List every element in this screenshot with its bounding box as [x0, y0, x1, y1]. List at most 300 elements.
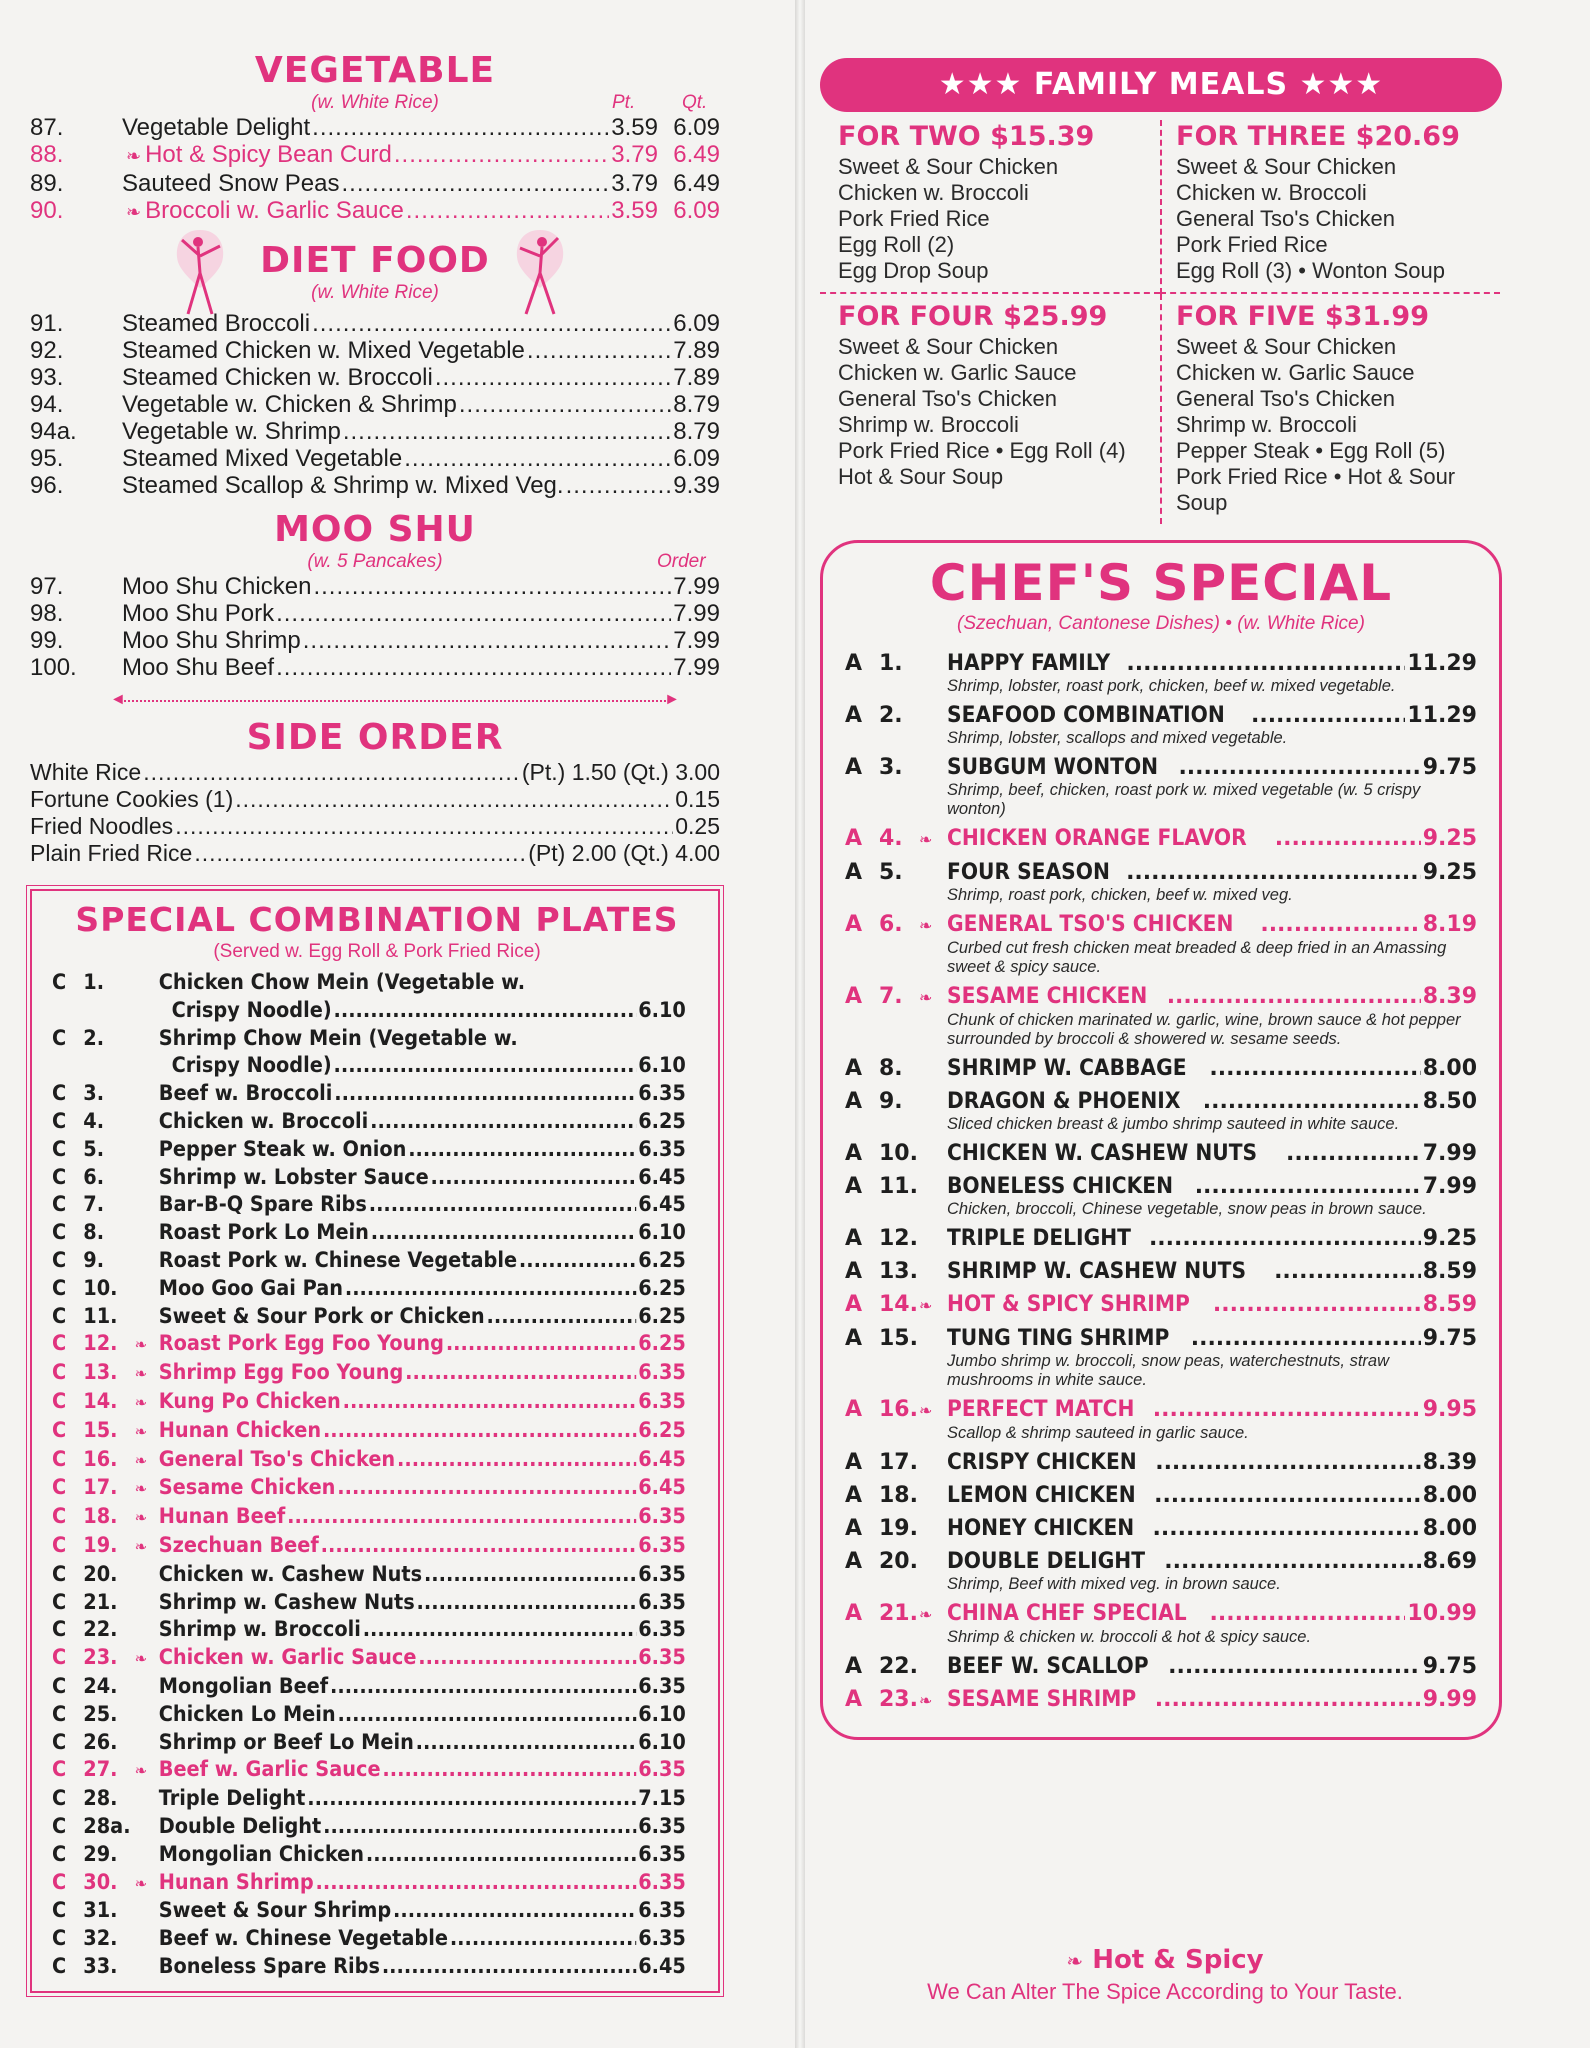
item-price: 6.10 — [638, 1701, 686, 1726]
dot-leader — [343, 1388, 637, 1416]
dot-leader — [416, 1729, 637, 1757]
item-name: BONELESS CHICKEN — [947, 1174, 1174, 1199]
chef-special-item — [845, 1226, 1477, 1252]
item-name: DOUBLE DELIGHT — [947, 1549, 1146, 1574]
item-prefix: A — [845, 1292, 863, 1317]
item-price: 7.99 — [673, 654, 720, 681]
item-price: 8.79 — [673, 391, 720, 418]
item-name: Moo Shu Pork — [122, 600, 275, 627]
diet-food-section — [30, 240, 720, 304]
item-prefix: C — [52, 970, 67, 994]
combination-item — [52, 1330, 686, 1359]
dot-leader — [175, 813, 673, 840]
item-prefix: C — [52, 1813, 67, 1838]
item-price: 6.35 — [638, 1869, 686, 1894]
dot-leader — [369, 1191, 637, 1219]
item-name: Moo Shu Chicken — [122, 573, 312, 600]
item-number: 87. — [30, 114, 64, 141]
dot-leader — [1126, 860, 1421, 886]
side-item — [30, 813, 720, 840]
combination-item — [52, 1303, 686, 1331]
item-prefix: C — [52, 1926, 67, 1951]
family-meal-item: Egg Drop Soup — [838, 258, 989, 283]
dot-leader — [406, 197, 609, 224]
menu-item — [30, 364, 720, 391]
item-number: 27. — [83, 1757, 118, 1782]
family-meal-item: General Tso's Chicken — [1176, 206, 1396, 231]
item-name: Shrimp w. Lobster Sauce — [158, 1164, 429, 1189]
combination-item — [52, 1729, 686, 1757]
item-price: 8.00 — [1422, 1516, 1477, 1541]
family-meal-heading: FOR THREE $20.69 — [1176, 121, 1460, 152]
chef-special-line — [845, 984, 1477, 1011]
item-number: 99. — [30, 627, 64, 654]
item-name: Shrimp or Beef Lo Mein — [158, 1729, 414, 1754]
item-name: Sesame Chicken — [158, 1475, 336, 1500]
item-number: 93. — [30, 364, 64, 391]
item-price: 8.59 — [1422, 1259, 1477, 1284]
item-description: Curbed cut fresh chicken meat breaded & deep fried in an Amassing sweet & spicy sauce. — [947, 939, 1447, 976]
item-description: Sliced chicken breast & jumbo shrimp sauteed in white sauce. — [947, 1115, 1400, 1133]
item-name: CHICKEN W. CASHEW NUTS — [947, 1141, 1258, 1166]
item-name: Shrimp w. Cashew Nuts — [158, 1589, 415, 1614]
family-meal-item: Pepper Steak • Egg Roll (5) — [1176, 438, 1446, 463]
side-item — [30, 840, 720, 867]
item-price: 6.35 — [638, 1589, 686, 1614]
dot-leader — [527, 337, 671, 364]
quart-header: Qt. — [682, 92, 708, 113]
hot-pepper-icon: ❧ — [126, 202, 142, 222]
item-prefix: C — [52, 1729, 67, 1754]
item-number: 18. — [879, 1483, 918, 1508]
item-name: Beef w. Garlic Sauce — [158, 1757, 381, 1782]
item-description: Chicken, broccoli, Chinese vegetable, snow peas in brown sauce. — [947, 1200, 1427, 1218]
item-name: Pepper Steak w. Onion — [158, 1136, 407, 1161]
item-name — [122, 197, 404, 226]
item-price: 6.10 — [638, 1053, 686, 1078]
diet-food-subtitle: (w. White Rice) — [311, 282, 439, 303]
right-column — [820, 58, 1510, 1740]
item-price: 6.45 — [638, 1446, 686, 1471]
dot-leader — [313, 573, 671, 600]
combination-item — [52, 1247, 686, 1275]
item-prefix: A — [845, 1687, 863, 1712]
item-name: Triple Delight — [158, 1786, 306, 1811]
item-name: Moo Shu Beef — [122, 654, 275, 681]
item-name — [122, 114, 310, 141]
dot-leader — [450, 1925, 637, 1953]
item-number: 94. — [30, 391, 64, 418]
item-prefix: C — [52, 1645, 67, 1670]
combination-item — [52, 969, 686, 997]
hot-pepper-icon: ❧ — [919, 830, 933, 849]
item-name: Steamed Mixed Vegetable — [122, 445, 403, 472]
item-price: 6.25 — [638, 1331, 686, 1356]
family-meal-item: Chicken w. Garlic Sauce — [838, 360, 1077, 385]
item-price: 6.25 — [638, 1417, 686, 1442]
item-name: Kung Po Chicken — [158, 1388, 341, 1413]
item-price: 6.35 — [638, 1617, 686, 1642]
item-price: 9.95 — [1422, 1397, 1477, 1422]
item-number: 1. — [83, 970, 105, 994]
item-number: 18. — [83, 1504, 118, 1529]
item-name: SEAFOOD COMBINATION — [947, 703, 1225, 728]
chef-special-line — [845, 1654, 1477, 1680]
item-prefix: C — [52, 1504, 67, 1529]
item-price: 6.35 — [638, 1898, 686, 1923]
order-header: Order — [657, 551, 706, 572]
item-price: 6.35 — [638, 1081, 686, 1106]
family-meals-grid — [820, 120, 1510, 524]
pint-price: 3.59 — [611, 114, 658, 141]
item-name: Chicken w. Broccoli — [158, 1108, 369, 1133]
item-price: 7.99 — [1422, 1141, 1477, 1166]
hot-pepper-icon: ❧ — [134, 1364, 148, 1384]
item-price: 7.99 — [673, 627, 720, 654]
item-name: Beef w. Chinese Vegetable — [158, 1926, 448, 1951]
combination-item — [52, 1701, 686, 1729]
item-number: 29. — [83, 1841, 118, 1866]
item-prefix: C — [52, 1701, 67, 1726]
dot-leader — [337, 1474, 636, 1502]
combination-item — [52, 1417, 686, 1446]
hot-pepper-icon: ❧ — [919, 988, 933, 1007]
diet-food-title: DIET FOOD — [260, 240, 490, 281]
item-price: 9.99 — [1422, 1687, 1477, 1712]
item-name: Vegetable w. Chicken & Shrimp — [122, 391, 457, 418]
item-prefix: A — [845, 1397, 863, 1422]
chef-special-item — [845, 1326, 1477, 1390]
family-meal-item: Sweet & Sour Chicken — [838, 154, 1059, 179]
family-meal-item: Pork Fried Rice • Egg Roll (4) — [838, 438, 1126, 463]
item-number: 32. — [83, 1926, 118, 1951]
item-number: 19. — [83, 1532, 118, 1557]
item-description: Shrimp & chicken w. broccoli & hot & spicy sauce. — [947, 1628, 1312, 1646]
item-name: Mongolian Beef — [158, 1673, 329, 1698]
item-prefix: C — [52, 1247, 67, 1272]
chef-special-item — [845, 1483, 1477, 1509]
item-number: 17. — [879, 1450, 918, 1475]
family-meal-heading: FOR FOUR $25.99 — [838, 301, 1108, 332]
special-combination-box — [30, 889, 720, 1993]
item-number: 2. — [83, 1025, 105, 1050]
dot-leader — [1191, 1326, 1421, 1352]
item-number: 10. — [83, 1275, 118, 1300]
family-meal — [820, 120, 1160, 294]
item-prefix: C — [52, 1786, 67, 1811]
item-prefix: C — [52, 1841, 67, 1866]
item-name: LEMON CHICKEN — [947, 1483, 1136, 1508]
dot-leader — [312, 114, 609, 141]
item-number: 31. — [83, 1898, 118, 1923]
dot-leader — [1167, 984, 1421, 1010]
item-number: 2. — [879, 703, 903, 728]
menu-item — [30, 445, 720, 472]
item-price: 0.25 — [675, 813, 720, 839]
item-name: HAPPY FAMILY — [947, 651, 1111, 676]
combination-item — [52, 1589, 686, 1617]
menu-item — [30, 197, 720, 226]
chef-special-line — [845, 860, 1477, 886]
item-prefix: A — [845, 984, 863, 1009]
item-price: 6.35 — [638, 1136, 686, 1161]
menu-item — [30, 600, 720, 627]
item-price: 6.10 — [638, 997, 686, 1022]
item-number: 22. — [879, 1654, 918, 1679]
menu-item — [30, 114, 720, 141]
combination-item — [52, 1532, 686, 1561]
divider-arrow-line — [110, 691, 680, 711]
dot-leader — [1154, 1483, 1421, 1509]
family-meal-item: Chicken w. Broccoli — [1176, 180, 1367, 205]
quart-price: 6.09 — [673, 114, 720, 141]
item-number: 4. — [83, 1108, 105, 1133]
item-name: Roast Pork w. Chinese Vegetable — [158, 1247, 518, 1272]
dot-leader — [382, 1953, 637, 1981]
item-price: 6.45 — [638, 1475, 686, 1500]
combination-item — [52, 1869, 686, 1898]
hot-pepper-icon: ❧ — [134, 1335, 148, 1355]
chef-special-line — [845, 1450, 1477, 1476]
hot-pepper-icon: ❧ — [919, 1605, 933, 1624]
item-price: 6.09 — [673, 445, 720, 472]
item-prefix: A — [845, 1174, 863, 1199]
item-price: 9.75 — [1422, 755, 1477, 780]
item-price: 6.45 — [638, 1192, 686, 1217]
dot-leader — [345, 1275, 636, 1303]
combination-item — [52, 1673, 686, 1701]
item-prefix: C — [52, 1532, 67, 1557]
dot-leader — [1168, 1654, 1421, 1680]
item-prefix: C — [52, 1025, 67, 1050]
dot-leader — [519, 1247, 636, 1275]
item-prefix: C — [52, 1360, 67, 1385]
item-number: 25. — [83, 1701, 118, 1726]
item-name: Double Delight — [158, 1813, 322, 1838]
family-meal — [1160, 294, 1500, 524]
item-number: 13. — [83, 1360, 118, 1385]
item-name: BEEF W. SCALLOP — [947, 1654, 1149, 1679]
item-price: 0.15 — [675, 786, 720, 812]
dot-leader — [371, 1219, 637, 1247]
item-number: 28. — [83, 1786, 118, 1811]
item-description: Shrimp, roast pork, chicken, beef w. mixed veg. — [947, 886, 1293, 904]
item-prefix: C — [52, 1303, 67, 1328]
family-meal-item: Egg Roll (2) — [838, 232, 955, 257]
item-number: 13. — [879, 1259, 918, 1284]
item-prefix: C — [52, 1757, 67, 1782]
combination-list — [52, 969, 702, 1981]
item-prefix: C — [52, 1164, 67, 1189]
hot-pepper-icon: ❧ — [134, 1536, 148, 1556]
item-prefix: C — [52, 1475, 67, 1500]
chef-special-line — [845, 1549, 1477, 1575]
side-item — [30, 786, 720, 813]
item-name: Steamed Chicken w. Mixed Vegetable — [122, 337, 525, 364]
item-price: 6.35 — [638, 1673, 686, 1698]
item-number: 5. — [879, 860, 903, 885]
item-price: 7.15 — [638, 1786, 686, 1811]
menu-item — [30, 573, 720, 600]
chef-special-line — [845, 1326, 1477, 1352]
item-prefix: A — [845, 1056, 863, 1081]
hot-pepper-icon: ❧ — [919, 916, 933, 935]
item-name: Shrimp Egg Foo Young — [158, 1360, 404, 1385]
combination-item — [52, 1644, 686, 1673]
item-price: 6.35 — [638, 1757, 686, 1782]
vegetable-title: VEGETABLE — [254, 50, 496, 91]
item-name: Sweet & Sour Pork or Chicken — [158, 1303, 485, 1328]
left-column — [30, 50, 720, 1993]
dot-leader — [1164, 1549, 1420, 1575]
combination-item — [52, 1785, 686, 1813]
chef-special-item — [845, 860, 1477, 905]
chef-special-item — [845, 826, 1477, 853]
chef-special-line — [845, 1056, 1477, 1082]
item-prefix: C — [52, 1446, 67, 1471]
item-name: DRAGON & PHOENIX — [947, 1089, 1181, 1114]
item-name: Shrimp Chow Mein (Vegetable w. — [158, 1025, 518, 1050]
item-prefix: A — [845, 912, 863, 937]
item-number: 19. — [879, 1516, 918, 1541]
dot-leader — [343, 418, 671, 445]
menu-item — [30, 654, 720, 681]
item-number: 9. — [83, 1247, 105, 1272]
item-name — [122, 170, 340, 197]
combination-item-continued — [52, 1052, 686, 1080]
item-prefix: C — [52, 1192, 67, 1217]
item-prefix: C — [52, 1081, 67, 1106]
item-number: 26. — [83, 1729, 118, 1754]
chef-special-item — [845, 1056, 1477, 1082]
item-name: Plain Fried Rice — [30, 840, 193, 866]
family-meal-item: Sweet & Sour Chicken — [1176, 154, 1397, 179]
item-description: Chunk of chicken marinated w. garlic, wine, brown sauce & hot pepper surrounded by broccoli & showered w. sesame seeds. — [947, 1011, 1461, 1048]
moo-shu-subtitle: (w. 5 Pancakes) — [307, 551, 443, 572]
moo-shu-title: MOO SHU — [274, 509, 476, 550]
item-number: 16. — [83, 1446, 118, 1471]
combination-item — [52, 1474, 686, 1503]
item-name-text: Vegetable Delight — [122, 114, 311, 141]
combination-item — [52, 1359, 686, 1388]
chef-special-line — [845, 1483, 1477, 1509]
dot-leader — [382, 1756, 636, 1784]
item-number: 88. — [30, 141, 64, 168]
menu-item — [30, 141, 720, 170]
dot-leader — [1126, 651, 1405, 677]
item-name: HONEY CHICKEN — [947, 1516, 1135, 1541]
family-meal-item: Chicken w. Broccoli — [838, 180, 1029, 205]
item-price: 6.35 — [638, 1841, 686, 1866]
item-name: Fortune Cookies (1) — [30, 786, 234, 812]
combination-item — [52, 1897, 686, 1925]
dot-leader — [1149, 1226, 1421, 1252]
item-number: 21. — [879, 1601, 918, 1626]
item-name: Bar-B-Q Spare Ribs — [158, 1192, 367, 1217]
item-name: Fried Noodles — [30, 813, 174, 839]
item-number: 17. — [83, 1475, 118, 1500]
dot-leader — [235, 786, 673, 813]
item-price: 6.35 — [638, 1360, 686, 1385]
combination-item — [52, 1756, 686, 1785]
item-number: 4. — [879, 826, 903, 851]
dot-leader — [1155, 1687, 1421, 1713]
item-price: 7.99 — [673, 600, 720, 627]
chef-special-line — [845, 1226, 1477, 1252]
dot-leader — [323, 1813, 636, 1841]
item-prefix: C — [52, 1417, 67, 1442]
dot-leader — [1210, 1601, 1406, 1627]
combination-item — [52, 1275, 686, 1303]
item-prefix: C — [52, 1108, 67, 1133]
item-prefix: C — [52, 1589, 67, 1614]
item-price: (Pt) 2.00 (Qt.) 4.00 — [528, 840, 720, 866]
item-name: CRISPY CHICKEN — [947, 1450, 1137, 1475]
item-prefix: A — [845, 1259, 863, 1284]
combination-item — [52, 1388, 686, 1417]
chef-special-item — [845, 1259, 1477, 1285]
chef-special-line — [845, 651, 1477, 677]
item-name: SHRIMP W. CASHEW NUTS — [947, 1259, 1247, 1284]
item-number: 7. — [83, 1192, 105, 1217]
item-number: 12. — [83, 1331, 118, 1356]
dot-leader — [1178, 755, 1420, 781]
hot-pepper-icon: ❧ — [134, 1392, 148, 1412]
item-price: 8.19 — [1422, 912, 1477, 937]
item-number: 97. — [30, 573, 64, 600]
combination-item — [52, 1136, 686, 1164]
family-meal-heading: FOR FIVE $31.99 — [1176, 301, 1430, 332]
item-prefix: A — [845, 1226, 863, 1251]
chef-special-line — [845, 1089, 1477, 1115]
menu-item — [30, 310, 720, 337]
item-number: 10. — [879, 1141, 918, 1166]
item-name: Chicken w. Garlic Sauce — [158, 1645, 417, 1670]
item-price: 6.35 — [638, 1926, 686, 1951]
item-price: 6.35 — [638, 1561, 686, 1586]
item-price: 6.35 — [638, 1504, 686, 1529]
combination-item — [52, 1841, 686, 1869]
chef-special-line — [845, 912, 1477, 939]
hot-pepper-icon: ❧ — [134, 1450, 148, 1470]
item-name: Mongolian Chicken — [158, 1841, 365, 1866]
item-name: Shrimp w. Broccoli — [158, 1617, 361, 1642]
item-number: 96. — [30, 472, 64, 499]
vegetable-list — [30, 114, 720, 226]
hot-pepper-icon: ❧ — [919, 1401, 933, 1420]
combination-item — [52, 1025, 686, 1053]
hot-pepper-icon: ❧ — [134, 1761, 148, 1781]
item-price: (Pt.) 1.50 (Qt.) 3.00 — [521, 759, 720, 785]
item-name — [122, 141, 392, 170]
item-price: 7.99 — [673, 573, 720, 600]
item-number: 3. — [879, 755, 903, 780]
chef-special-line — [845, 1174, 1477, 1200]
side-order-list — [30, 759, 720, 867]
dot-leader — [338, 1701, 637, 1729]
item-name: CHINA CHEF SPECIAL — [947, 1601, 1187, 1626]
item-number: 94a. — [30, 418, 77, 445]
item-number: 21. — [83, 1589, 118, 1614]
item-name: TRIPLE DELIGHT — [947, 1226, 1131, 1251]
diet-food-list — [30, 310, 720, 499]
item-prefix: A — [845, 1326, 863, 1351]
item-prefix: A — [845, 826, 863, 851]
item-prefix: A — [845, 755, 863, 780]
dot-leader — [363, 1616, 637, 1644]
dot-leader — [370, 1108, 636, 1136]
item-price: 6.35 — [638, 1645, 686, 1670]
